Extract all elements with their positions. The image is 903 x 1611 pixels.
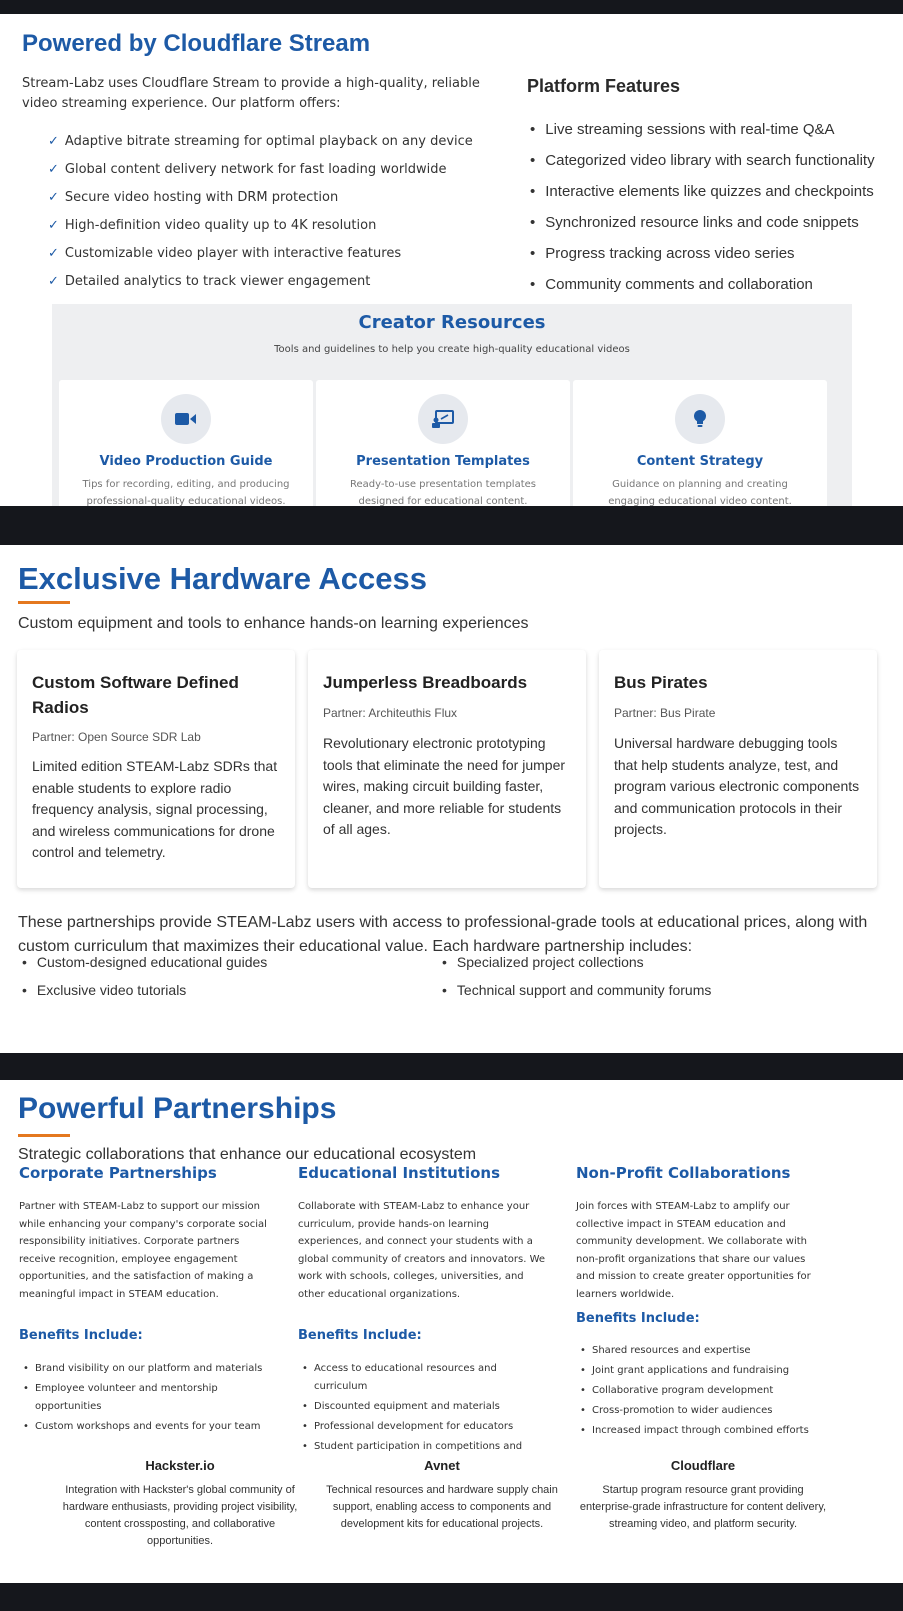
- checklist-item: ✓ Customizable video player with interactive features: [48, 246, 402, 261]
- hardware-access-section: [0, 545, 903, 1053]
- list-item: • Brand visibility on our platform and materials: [19, 1360, 269, 1378]
- partnerships-section: [0, 1080, 903, 1583]
- hardware-card-desc: Revolutionary electronic prototyping tools that eliminate the need for jumper wires, making circuit building faster, cleaner, and more reliable for students of all ages.: [323, 735, 566, 837]
- separator-bar: [0, 1053, 903, 1080]
- hardware-card-bus-pirates[interactable]: [599, 650, 877, 888]
- lightbulb-icon: [675, 394, 725, 444]
- resource-card-desc: Tips for recording, editing, and producing professional-quality educational videos.: [82, 479, 290, 506]
- checklist-item: ✓ Detailed analytics to track viewer engagement: [48, 274, 371, 289]
- hardware-card-title: Custom Software Defined Radios: [32, 673, 239, 717]
- benefits-heading: Benefits Include:: [298, 1328, 422, 1343]
- includes-list-left: [22, 948, 267, 1004]
- title-accent-line: [18, 601, 70, 604]
- checklist-item: ✓ Secure video hosting with DRM protection: [48, 190, 339, 205]
- column-title: Corporate Partnerships: [19, 1164, 217, 1182]
- section-title: Powerful Partnerships: [18, 1092, 337, 1125]
- column-title: Non-Profit Collaborations: [576, 1164, 791, 1182]
- list-item: • Cross-promotion to wider audiences: [576, 1402, 826, 1420]
- list-item: • Access to educational resources and curriculum: [298, 1360, 548, 1395]
- benefits-list: [19, 1360, 269, 1438]
- partnership-paragraph: These partnerships provide STEAM-Labz users with access to professional-grade tools at educational prices, along with custom curriculum that maximizes their educational value. Each hardware partnership includes:: [18, 914, 868, 955]
- benefits-list: [298, 1360, 548, 1458]
- partner-cloudflare: [578, 1458, 828, 1533]
- partner-name: Hackster.io: [145, 1458, 215, 1473]
- list-item: • Custom-designed educational guides: [22, 948, 267, 976]
- hardware-card-desc: Limited edition STEAM-Labz SDRs that enable students to explore radio frequency analysis, signal processing, and wireless communications for drone control and telemetry.: [32, 758, 278, 860]
- list-item: • Specialized project collections: [442, 948, 711, 976]
- section-title: Powered by Cloudflare Stream: [22, 30, 371, 57]
- list-item: • Shared resources and expertise: [576, 1342, 826, 1360]
- check-icon: ✓: [48, 274, 59, 289]
- list-item: • Custom workshops and events for your team: [19, 1418, 269, 1436]
- resource-card-title: Content Strategy: [636, 454, 764, 469]
- resource-card-desc: Guidance on planning and creating engaging educational video content.: [608, 479, 792, 506]
- hardware-card-title: Jumperless Breadboards: [323, 673, 528, 692]
- partner-name: Avnet: [424, 1458, 460, 1473]
- check-icon: ✓: [48, 246, 59, 261]
- hardware-card-desc: Universal hardware debugging tools that help students analyze, test, and program various electronic components and communication protocols in their projects.: [614, 735, 860, 837]
- list-item: • Live streaming sessions with real-time Q&A: [530, 114, 875, 145]
- creator-resources: [52, 304, 852, 506]
- hardware-card-partner: Partner: Bus Pirate: [614, 706, 716, 720]
- list-item: • Synchronized resource links and code snippets: [530, 207, 875, 238]
- bottom-border-bar: [0, 1583, 903, 1611]
- list-item: • Interactive elements like quizzes and checkpoints: [530, 176, 875, 207]
- list-item: • Discounted equipment and materials: [298, 1398, 548, 1416]
- title-accent-line: [18, 1134, 70, 1137]
- check-icon: ✓: [48, 190, 59, 205]
- partner-name: Cloudflare: [670, 1458, 736, 1473]
- partner-avnet: [317, 1458, 567, 1533]
- list-item: • Categorized video library with search functionality: [530, 145, 875, 176]
- partner-desc: Startup program resource grant providing enterprise-grade infrastructure for content delivery, streaming video, and platform security.: [579, 1484, 827, 1530]
- video-camera-icon: [161, 394, 211, 444]
- hardware-card-partner: Partner: Open Source SDR Lab: [32, 730, 201, 744]
- hardware-card-title: Bus Pirates: [614, 673, 708, 692]
- list-item: • Professional development for educators: [298, 1418, 548, 1436]
- checklist-item: ✓ High-definition video quality up to 4K resolution: [48, 218, 377, 233]
- hardware-card-breadboards[interactable]: [308, 650, 586, 888]
- list-item: • Progress tracking across video series: [530, 238, 875, 269]
- resource-card-video-production[interactable]: [59, 380, 313, 506]
- creator-resources-title: Creator Resources: [358, 312, 546, 333]
- partner-desc: Technical resources and hardware supply chain support, enabling access to components and development kits for educational projects.: [326, 1484, 558, 1530]
- list-item: • Technical support and community forums: [442, 976, 711, 1004]
- list-item: • Collaborative program development: [576, 1382, 826, 1400]
- column-desc: Join forces with STEAM-Labz to amplify our collective impact in STEAM education and community development. We collaborate with non-profit organizations that share our values and mission to create greater opportunities for learners worldwide.: [576, 1201, 811, 1300]
- top-border-bar: [0, 0, 903, 14]
- partner-hackster: [55, 1458, 305, 1550]
- creator-resources-subtitle: Tools and guidelines to help you create high-quality educational videos: [274, 344, 630, 355]
- column-title: Educational Institutions: [298, 1164, 501, 1182]
- list-item: • Community comments and collaboration: [530, 269, 875, 300]
- benefits-heading: Benefits Include:: [19, 1328, 143, 1343]
- feature-checklist: [48, 128, 473, 296]
- checklist-item: ✓ Global content delivery network for fast loading worldwide: [48, 162, 447, 177]
- check-icon: ✓: [48, 134, 59, 149]
- list-item: • Exclusive video tutorials: [22, 976, 267, 1004]
- check-icon: ✓: [48, 218, 59, 233]
- list-item: • Joint grant applications and fundraising: [576, 1362, 826, 1380]
- section-title: Exclusive Hardware Access: [18, 561, 427, 596]
- list-item: • Employee volunteer and mentorship opportunities: [19, 1380, 269, 1415]
- platform-features-title: Platform Features: [527, 76, 681, 96]
- presentation-icon: [418, 394, 468, 444]
- column-desc: Partner with STEAM-Labz to support our mission while enhancing your company's corporate social responsibility initiatives. Corporate partners receive recognition, employee engagement opportunities, and the satisfaction of making a meaningful impact in STEAM education.: [19, 1201, 267, 1300]
- list-item: • Increased impact through combined efforts: [576, 1422, 826, 1440]
- section-subtitle: Custom equipment and tools to enhance hands-on learning experiences: [18, 615, 529, 632]
- intro-text: Stream-Labz uses Cloudflare Stream to provide a high-quality, reliable video streaming experience. Our platform offers:: [22, 76, 480, 111]
- cloudflare-stream-section: [0, 14, 903, 506]
- separator-bar: [0, 506, 903, 545]
- checklist-item: ✓ Adaptive bitrate streaming for optimal playback on any device: [48, 134, 473, 149]
- benefits-heading: Benefits Include:: [576, 1311, 700, 1326]
- check-icon: ✓: [48, 162, 59, 177]
- platform-features-list: [530, 114, 875, 300]
- resource-card-desc: Ready-to-use presentation templates designed for educational content.: [349, 479, 536, 506]
- partner-desc: Integration with Hackster's global community of hardware enthusiasts, providing project visibility, content crossposting, and collaborative opportunities.: [62, 1484, 298, 1547]
- resource-card-presentation-templates[interactable]: [316, 380, 570, 506]
- resource-card-content-strategy[interactable]: [573, 380, 827, 506]
- list-item: • Student participation in competitions and: [298, 1438, 548, 1456]
- benefits-list: [576, 1342, 826, 1442]
- hardware-card-sdr[interactable]: [17, 650, 295, 888]
- includes-list-right: [442, 948, 711, 1004]
- column-desc: Collaborate with STEAM-Labz to enhance your curriculum, provide hands-on learning experiences, and connect your students with a global community of creators and innovators. We work with schools, colleges, universities, and other educational organizations.: [298, 1201, 546, 1300]
- section-subtitle: Strategic collaborations that enhance our educational ecosystem: [18, 1146, 477, 1163]
- hardware-card-partner: Partner: Architeuthis Flux: [323, 706, 458, 720]
- resource-card-title: Presentation Templates: [356, 454, 530, 469]
- resource-card-title: Video Production Guide: [99, 454, 273, 469]
